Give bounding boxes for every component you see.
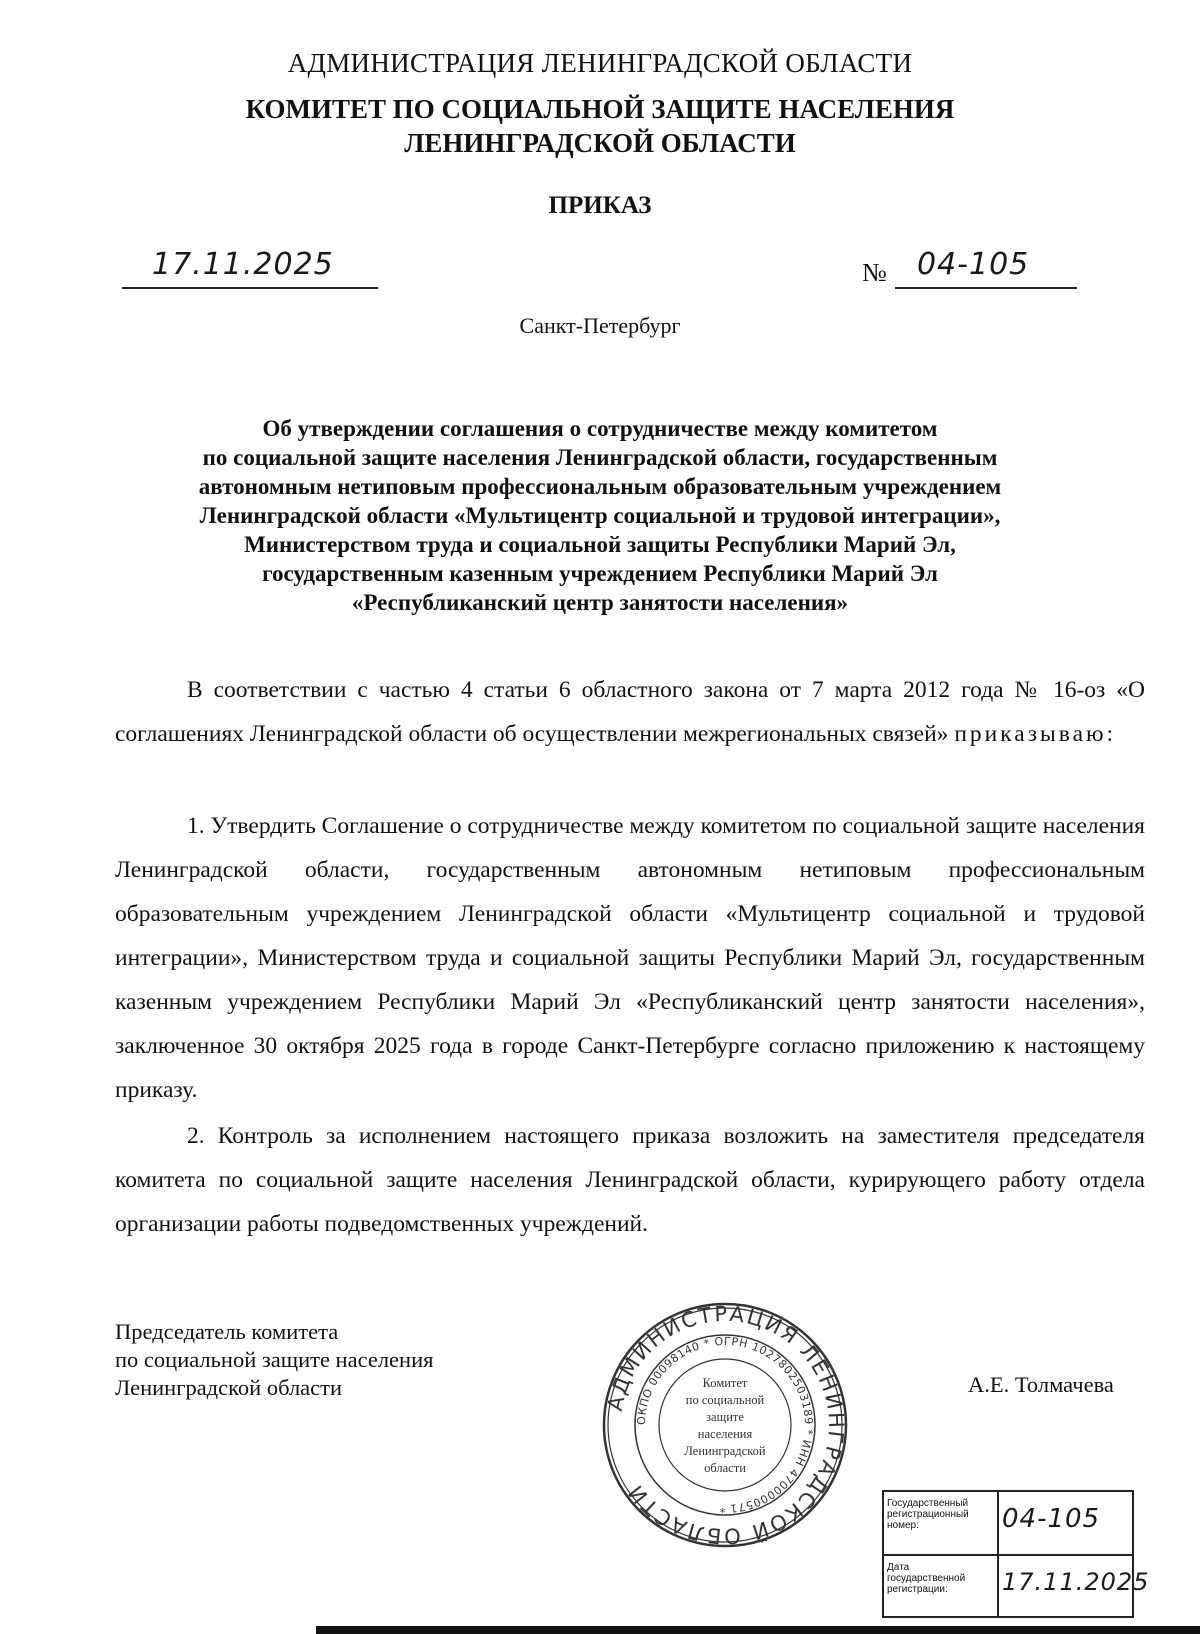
date-field: [122, 247, 378, 289]
preamble-paragraph: [115, 668, 1145, 756]
registration-number-label: [887, 1498, 995, 1531]
registration-date-label-line: Дата: [887, 1562, 910, 1573]
registration-date-label-line: государственной: [887, 1573, 966, 1584]
registration-number-row: [884, 1492, 1132, 1554]
seal-outer-text: АДМИНИСТРАЦИЯ ЛЕНИНГРАДСКОЙ ОБЛАСТИ: [602, 1301, 849, 1549]
svg-text:ОКПО 00098140 * ОГРН 102780250: [635, 1335, 815, 1515]
registration-number-label-line: Государственный: [887, 1498, 969, 1509]
subject-line: «Республиканский центр занятости населения»: [351, 590, 849, 615]
committee-title: [0, 92, 1200, 160]
registration-date-row: [884, 1554, 1150, 1618]
signatory-title-line1: Председатель комитета: [115, 1319, 339, 1344]
registration-box-divider: [997, 1492, 999, 1616]
number-label: №: [862, 258, 887, 287]
order-subject: [0, 414, 1200, 617]
seal-center-line: Комитет: [702, 1376, 748, 1390]
registration-number-value: 04-105: [1002, 1504, 1101, 1534]
subject-line: Ленинградской области «Мультицентр социальной и трудовой интеграции»,: [199, 503, 1001, 528]
subject-line: Министерством труда и социальной защиты Республики Марий Эл,: [244, 532, 956, 557]
number-field: [895, 247, 1077, 289]
scan-edge-bar: [316, 1626, 1200, 1634]
signatory-title: [115, 1318, 433, 1402]
seal-inner-text: ОКПО 00098140 * ОГРН 1027802503189 * ИНН 4700000571 *: [634, 1334, 816, 1516]
seal-center-line: защите: [706, 1410, 744, 1424]
signatory-title-line3: Ленинградской области: [115, 1375, 343, 1400]
document-type: ПРИКАЗ: [548, 192, 652, 219]
registration-number-label-line: регистрационный: [887, 1509, 969, 1520]
signatory-name: А.Е. Толмачева: [968, 1372, 1114, 1397]
registration-date-label-line: регистрации:: [887, 1584, 948, 1595]
registration-date-label: [887, 1562, 995, 1595]
registration-date-value: 17.11.2025: [1002, 1568, 1150, 1596]
preamble-text: В соответствии с частью 4 статьи 6 областного закона от 7 марта 2012 года № 16-оз «О соглашениях Ленинградской области об осуществлении межрегиональных связей»: [115, 677, 1145, 747]
seal-center-line: Ленинградской: [684, 1444, 766, 1458]
handwritten-number: 04-105: [917, 247, 1030, 282]
city: Санкт-Петербург: [519, 313, 681, 338]
subject-line: государственным казенным учреждением Республики Марий Эл: [262, 561, 938, 586]
handwritten-date: 17.11.2025: [152, 247, 334, 282]
seal-center-line: области: [704, 1461, 746, 1475]
committee-title-line2: ЛЕНИНГРАДСКОЙ ОБЛАСТИ: [404, 128, 796, 158]
subject-line: по социальной защите населения Ленинградской области, государственным: [202, 445, 998, 470]
seal-center-line: по социальной: [685, 1393, 765, 1407]
signatory-title-line2: по социальной защите населения: [115, 1347, 434, 1372]
administration-title: АДМИНИСТРАЦИЯ ЛЕНИНГРАДСКОЙ ОБЛАСТИ: [287, 48, 913, 78]
item-1-paragraph: 1. Утвердить Соглашение о сотрудничестве между комитетом по социальной защите населения Ленинградской области, государственным автономным нетиповым профессиональным образовательным учреждением Ленинградской области «Мультицентр социальной и трудовой интеграции», Министерством труда и социальной защиты Республики Марий Эл, государственным казенным учреждением Республики Марий Эл «Республиканский центр занятости населения», заключенное 30 октября 2025 года в городе Санкт-Петербурге согласно приложению к настоящему приказу.: [115, 813, 1145, 1103]
seal-center-line: населения: [697, 1427, 753, 1441]
subject-line: автономным нетиповым профессиональным образовательным учреждением: [198, 474, 1002, 499]
registration-stamp-box: [882, 1490, 1150, 1618]
order-word: приказываю:: [954, 721, 1117, 747]
registration-number-label-line: номер:: [887, 1520, 919, 1531]
subject-line: Об утверждении соглашения о сотрудничестве между комитетом: [262, 416, 938, 441]
item-2-paragraph: 2. Контроль за исполнением настоящего приказа возложить на заместителя председателя комитета по социальной защите населения Ленинградской области, курирующего работу отдела организации работы подведомственных учреждений.: [115, 1123, 1145, 1237]
official-seal-stamp: [600, 1300, 850, 1550]
committee-title-line1: КОМИТЕТ ПО СОЦИАЛЬНОЙ ЗАЩИТЕ НАСЕЛЕНИЯ: [245, 94, 955, 124]
